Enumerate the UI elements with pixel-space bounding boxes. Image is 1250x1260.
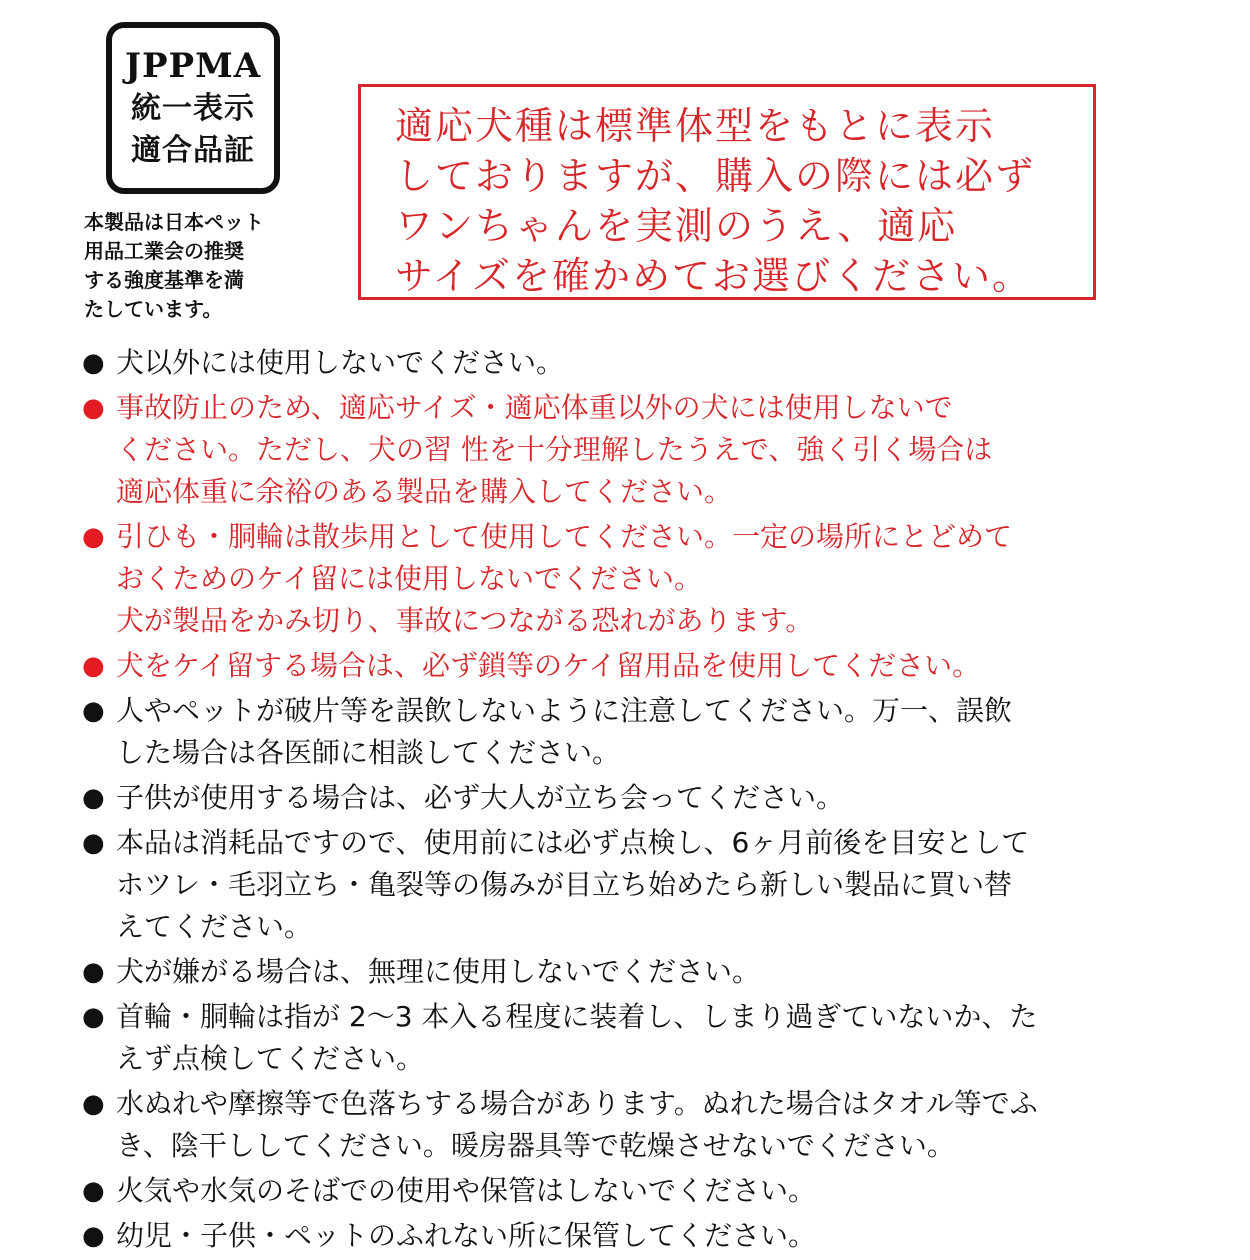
warning-item	[82, 996, 1192, 1080]
warning-line: 水ぬれや摩擦等で色落ちする場合があります。ぬれた場合はタオル等でふ	[116, 1087, 1038, 1120]
badge-title: JPPMA	[124, 46, 262, 86]
warning-item	[82, 342, 1192, 384]
bullet-icon: ●	[82, 1089, 105, 1119]
warning-line: 犬以外には使用しないでください。	[116, 346, 565, 379]
warning-line: 火気や水気のそばでの使用や保管はしないでください。	[116, 1174, 817, 1207]
warning-line: 適応体重に余裕のある製品を購入してください。	[116, 475, 733, 508]
warning-text	[116, 996, 1192, 1080]
warning-text	[116, 387, 1192, 513]
bullet-icon: ●	[82, 1221, 105, 1251]
warning-item	[82, 645, 1192, 687]
warning-line: 本品は消耗品ですので、使用前には必ず点検し、6ヶ月前後を目安として	[116, 826, 1030, 859]
warning-item	[82, 516, 1192, 642]
warning-item	[82, 822, 1192, 948]
warning-text	[116, 822, 1192, 948]
bullet-icon: ●	[82, 957, 105, 987]
warning-item	[82, 690, 1192, 774]
bullet-icon: ●	[82, 348, 105, 378]
notice-line: ワンちゃんを実測のうえ、適応	[395, 204, 958, 248]
notice-line: サイズを確かめてお選びください。	[395, 254, 1032, 298]
bullet-icon: ●	[82, 1176, 105, 1206]
bullet-icon: ●	[82, 783, 105, 813]
warning-item	[82, 1170, 1192, 1212]
jppma-note-line: 本製品は日本ペット	[84, 210, 264, 234]
warning-line: 犬をケイ留する場合は、必ず鎖等のケイ留用品を使用してください。	[116, 649, 981, 682]
warning-line: 首輪・胴輪は指が 2〜3 本入る程度に装着し、しまり過ぎていないか、た	[116, 1000, 1038, 1033]
bullet-icon: ●	[82, 651, 105, 681]
warning-line: 幼児・子供・ペットのふれない所に保管してください。	[116, 1219, 817, 1252]
warning-line: 子供が使用する場合は、必ず大人が立ち会ってください。	[116, 781, 845, 814]
warning-text	[116, 645, 1192, 687]
warning-text	[116, 690, 1192, 774]
jppma-note-line: 用品工業会の推奨	[84, 239, 244, 263]
warning-item	[82, 387, 1192, 513]
warning-line: 人やペットが破片等を誤飲しないように注意してください。万一、誤飲	[116, 694, 1013, 727]
warning-line: した場合は各医師に相談してください。	[116, 736, 621, 769]
bullet-icon: ●	[82, 393, 105, 423]
bullet-icon: ●	[82, 522, 105, 552]
warning-line: えてください。	[116, 910, 313, 943]
bullet-icon: ●	[82, 1002, 105, 1032]
size-notice-box	[358, 84, 1096, 300]
warning-line: 事故防止のため、適応サイズ・適応体重以外の犬には使用しないで	[116, 391, 953, 424]
warning-line: 引ひも・胴輪は散歩用として使用してください。一定の場所にとどめて	[116, 520, 1013, 553]
warning-line: 犬が製品をかみ切り、事故につながる恐れがあります。	[116, 604, 814, 637]
warning-text	[116, 516, 1192, 642]
warning-text	[116, 1170, 1192, 1212]
warning-line: ください。ただし、犬の習 性を十分理解したうえで、強く引く場合は	[116, 433, 993, 466]
warning-line: おくためのケイ留には使用しないでください。	[116, 562, 703, 595]
warning-line: 犬が嫌がる場合は、無理に使用しないでください。	[116, 955, 761, 988]
jppma-note-line: する強度基準を満	[84, 268, 244, 292]
warning-line: き、陰干ししてください。暖房器具等で乾燥させないでください。	[116, 1129, 955, 1162]
bullet-icon: ●	[82, 696, 105, 726]
jppma-badge	[106, 22, 280, 194]
warning-text	[116, 951, 1192, 993]
jppma-note	[84, 208, 314, 324]
warning-text	[116, 1215, 1192, 1257]
warning-line: ホツレ・毛羽立ち・亀裂等の傷みが目立ち始めたら新しい製品に買い替	[116, 868, 1013, 901]
jppma-note-line: たしています。	[84, 297, 223, 321]
warning-item	[82, 951, 1192, 993]
notice-line: しておりますが、購入の際には必ず	[395, 154, 1036, 198]
warning-item	[82, 777, 1192, 819]
warning-text	[116, 342, 1192, 384]
warning-list	[82, 342, 1192, 1260]
badge-line-2: 適合品証	[131, 133, 255, 168]
badge-line-1: 統一表示	[131, 91, 255, 126]
warning-text	[116, 1083, 1192, 1167]
warning-line: えず点検してください。	[116, 1042, 425, 1075]
warning-item	[82, 1215, 1192, 1257]
warning-text	[116, 777, 1192, 819]
warning-item	[82, 1083, 1192, 1167]
notice-line: 適応犬種は標準体型をもとに表示	[395, 104, 996, 148]
bullet-icon: ●	[82, 828, 105, 858]
